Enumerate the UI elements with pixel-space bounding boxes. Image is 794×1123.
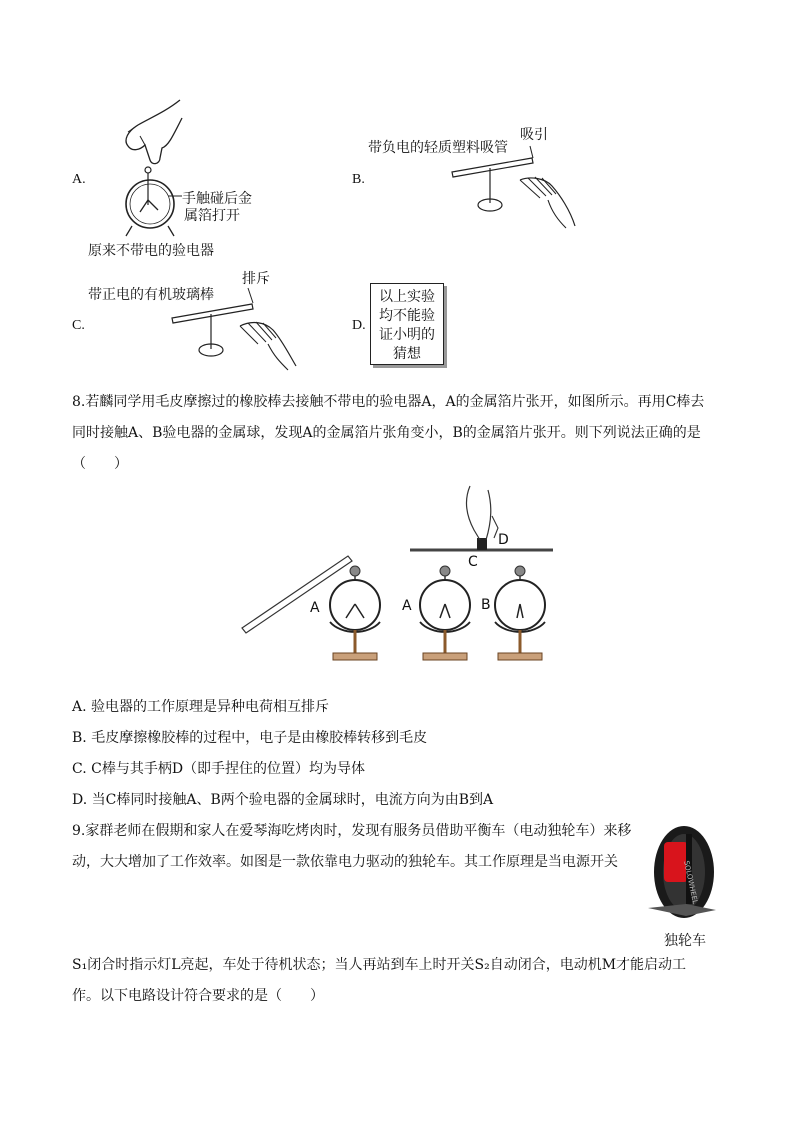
question-9-line: S₁闭合时指示灯L亮起，车处于待机状态；当人再站到车上时开关S₂自动闭合，电动机M才能启动工 — [72, 957, 687, 973]
question-9-line: 作。以下电路设计符合要求的是（ ） — [72, 988, 324, 1004]
question-8-line: 8.若麟同学用毛皮摩擦过的橡胶棒去接触不带电的验电器A，A的金属箔片张开，如图所示。再用C棒去 — [72, 394, 705, 410]
wheel-brand-text: SOLOWHEEL — [682, 860, 700, 905]
figure-label-c: C — [468, 554, 478, 570]
unicycle-image — [646, 822, 728, 937]
option-b[interactable]: B. 毛皮摩擦橡胶棒的过程中，电子是由橡胶棒转移到毛皮 — [72, 730, 428, 746]
unicycle-caption: 独轮车 — [664, 933, 706, 949]
question-8-line: 同时接触A、B验电器的金属球，发现A的金属箔片张角变小，B的金属箔片张开。则下列说法正确的是 — [72, 425, 701, 441]
option-c[interactable]: C. C棒与其手柄D（即手捏住的位置）均为导体 — [72, 761, 366, 777]
question-9-line: 动，大大增加了工作效率。如图是一款依靠电力驱动的独轮车。其工作原理是当电源开关 — [72, 854, 618, 870]
option-d-box-line: 均不能验 — [379, 308, 435, 324]
electroscope-right — [495, 566, 545, 660]
question-9-intro — [72, 816, 652, 878]
option-d[interactable]: D. 当C棒同时接触A、B两个验电器的金属球时，电流方向为由B到A — [72, 792, 494, 808]
option-a-label: A. — [72, 172, 86, 187]
option-c-caption-2: 排斥 — [242, 271, 270, 287]
electroscope-middle — [420, 566, 470, 660]
figure-label-a1: A — [310, 600, 320, 616]
figure-label-a2: A — [402, 598, 412, 614]
question-9-line: 9.家群老师在假期和家人在爱琴海吃烤肉时，发现有服务员借助平衡车（电动独轮车）来移 — [72, 823, 632, 839]
question-8-line: （ ） — [72, 456, 128, 472]
option-a-caption-2: 属箔打开 — [184, 208, 240, 224]
option-a[interactable]: A. 验电器的工作原理是异种电荷相互排斥 — [72, 699, 330, 715]
figure-label-d: D — [498, 532, 509, 548]
option-c-caption-1: 带正电的有机玻璃棒 — [88, 287, 214, 303]
option-d-label: D. — [352, 318, 366, 333]
option-b-caption-2: 吸引 — [520, 127, 548, 143]
electroscope-left — [330, 566, 380, 660]
option-d-box-line: 证小明的 — [379, 327, 435, 343]
option-a-caption-3: 原来不带电的验电器 — [88, 243, 214, 259]
option-c-label: C. — [72, 318, 85, 333]
question-9-body — [72, 950, 732, 1012]
option-d-box-line: 以上实验 — [379, 289, 435, 305]
figure-label-b: B — [481, 597, 491, 613]
option-a-caption-1: 手触碰后金 — [182, 191, 252, 207]
option-b-label: B. — [352, 172, 365, 187]
option-b-caption-1: 带负电的轻质塑料吸管 — [368, 140, 508, 156]
question-8-options — [72, 692, 722, 816]
option-d-box-line: 猜想 — [393, 346, 421, 362]
